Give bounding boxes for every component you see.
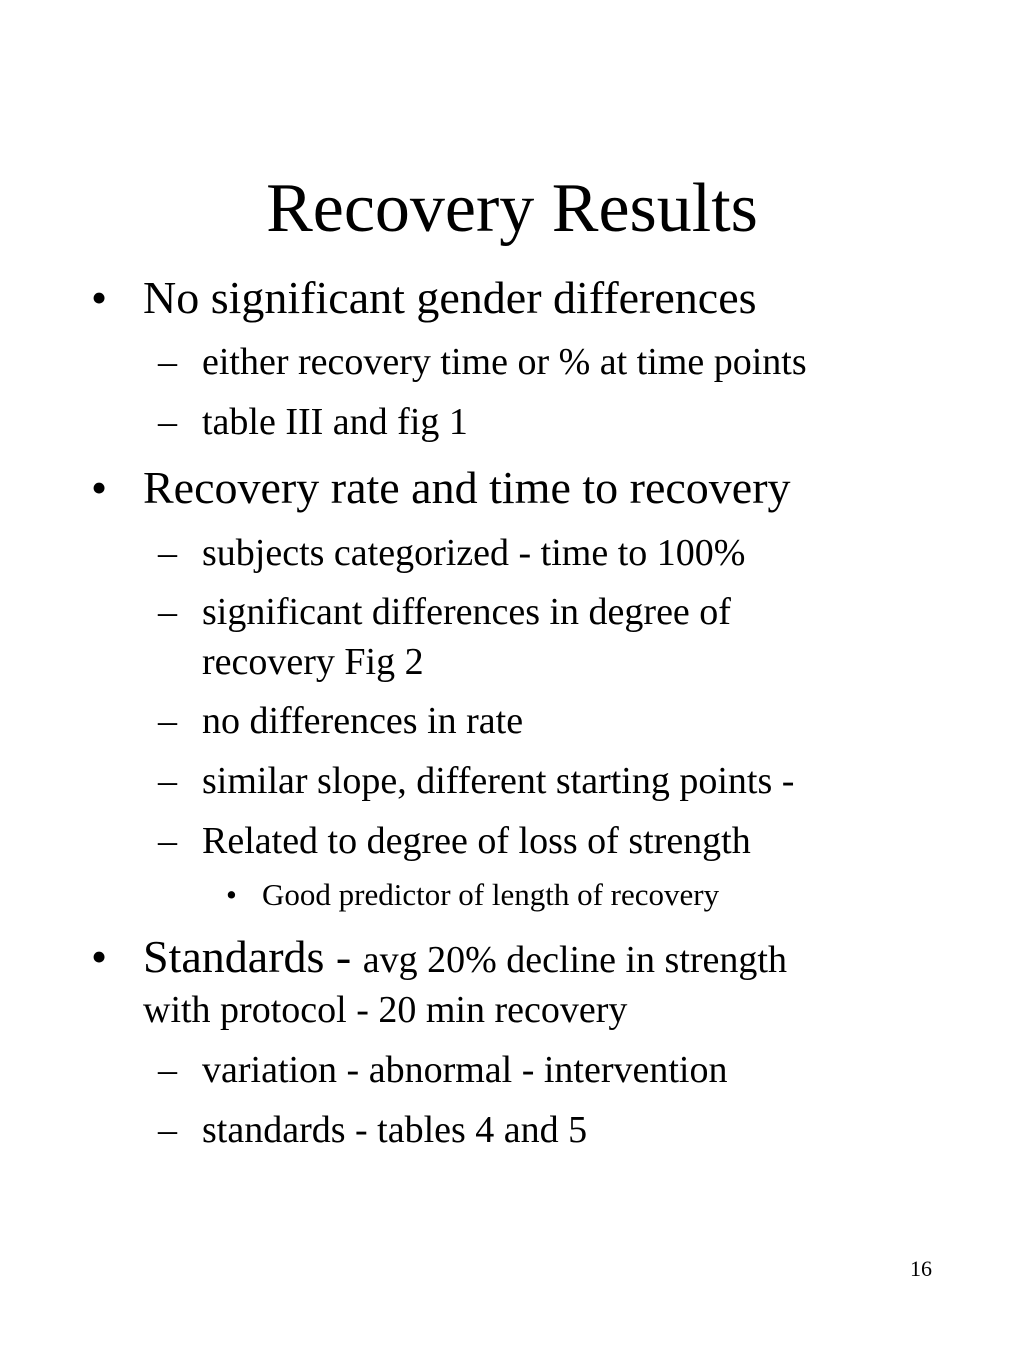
bullet-item: [91, 272, 757, 324]
slide-title: Recovery Results: [266, 170, 758, 247]
sub-bullet-text: table III and fig 1: [202, 401, 468, 443]
bullet-text-large: Standards -: [143, 931, 363, 982]
sub-bullet-item: [158, 398, 468, 446]
bullet-text: Recovery rate and time to recovery: [143, 462, 791, 513]
sub-bullet-item: [158, 697, 524, 745]
bullet-marker: •: [91, 931, 108, 982]
bullet-item: [91, 931, 787, 986]
sub-bullet-item: [158, 529, 746, 577]
bullet-marker: •: [91, 462, 108, 513]
bullet-text: No significant gender differences: [143, 272, 757, 323]
dash-marker: –: [158, 820, 177, 862]
sub-sub-bullet-text: Good predictor of length of recovery: [262, 877, 720, 912]
dash-marker: –: [158, 1049, 177, 1091]
sub-bullet-text: variation - abnormal - intervention: [202, 1049, 728, 1091]
bullet-continuation: [143, 986, 627, 1034]
dash-marker: –: [158, 1109, 177, 1151]
bullet-item: [91, 462, 791, 514]
sub-bullet-text: no differences in rate: [202, 700, 524, 742]
sub-sub-bullet-item: [226, 876, 720, 914]
dash-marker: –: [158, 700, 177, 742]
dash-marker: –: [158, 341, 177, 383]
sub-bullet-text: subjects categorized - time to 100%: [202, 532, 746, 574]
sub-bullet-item: [158, 588, 731, 636]
sub-bullet-item: [158, 1046, 728, 1094]
sub-bullet-text: recovery Fig 2: [202, 641, 424, 683]
sub-bullet-item: [158, 338, 807, 386]
sub-bullet-item: [158, 817, 751, 865]
page-number: 16: [910, 1256, 932, 1281]
sub-bullet-text: standards - tables 4 and 5: [202, 1109, 588, 1151]
sub-bullet-item: [158, 1106, 588, 1154]
bullet-text: with protocol - 20 min recovery: [143, 989, 628, 1031]
sub-bullet-item: [158, 757, 795, 805]
sub-bullet-text: Related to degree of loss of strength: [202, 820, 751, 862]
dash-marker: –: [158, 401, 177, 443]
sub-bullet-text: similar slope, different starting points -: [202, 760, 795, 802]
sub-bullet-continuation: [202, 638, 424, 686]
bullet-marker: •: [226, 877, 237, 912]
bullet-marker: •: [91, 272, 108, 323]
sub-bullet-text: significant differences in degree of: [202, 591, 731, 633]
dash-marker: –: [158, 760, 177, 802]
dash-marker: –: [158, 591, 177, 633]
dash-marker: –: [158, 532, 177, 574]
bullet-text-small: avg 20% decline in strength: [362, 939, 787, 981]
sub-bullet-text: either recovery time or % at time points: [202, 341, 807, 383]
